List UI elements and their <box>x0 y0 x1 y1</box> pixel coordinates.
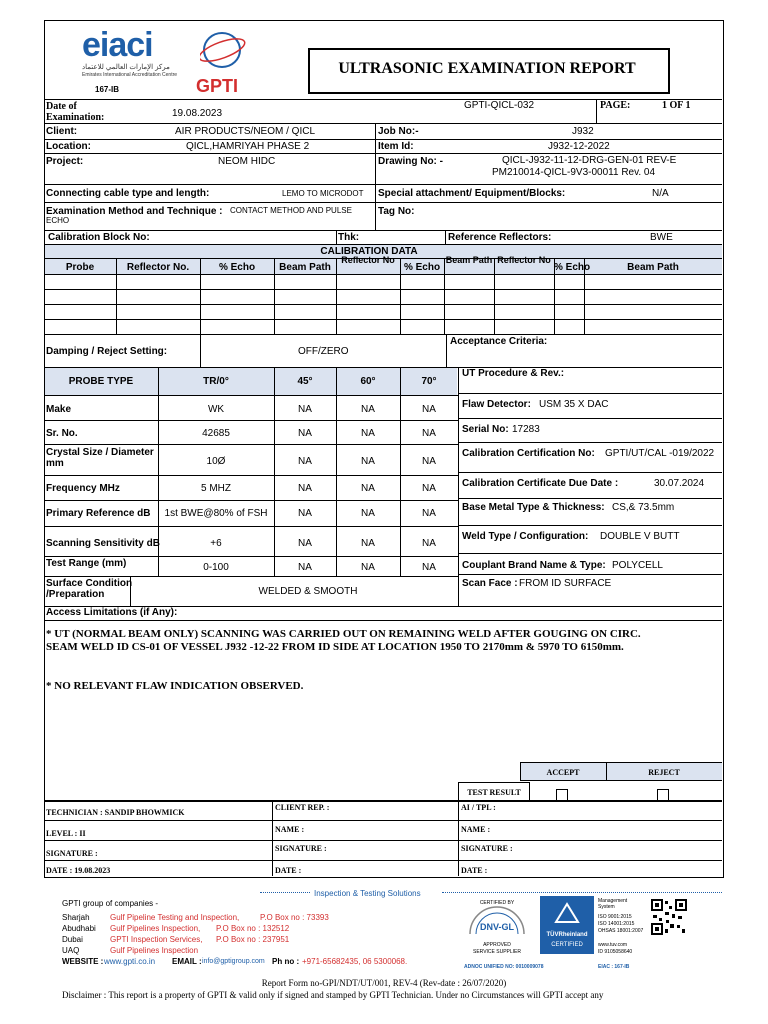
client-label: Client: <box>46 126 78 137</box>
dnv-approved: APPROVED <box>483 942 511 948</box>
company-name: Gulf Pipelines Inspection <box>110 946 199 955</box>
probe-row-label: Make <box>46 404 72 415</box>
job-number-value: J932 <box>572 126 594 137</box>
drawing-value-2: PM210014-QICL-9V3-00011 Rev. 04 <box>492 167 656 178</box>
location-value: QICL,HAMRIYAH PHASE 2 <box>186 141 310 152</box>
test-result-label: TEST RESULT <box>467 788 521 797</box>
page-value: 1 OF 1 <box>662 100 691 111</box>
project-label: Project: <box>46 156 84 167</box>
probe-row-label: Primary Reference dB <box>46 508 151 519</box>
project-value: NEOM HIDC <box>218 156 276 167</box>
method-label: Examination Method and Technique : <box>46 206 223 217</box>
probe-45-header: 45° <box>297 376 313 387</box>
reference-reflectors-label: Reference Reflectors: <box>448 232 552 243</box>
dnv-badge <box>462 896 532 958</box>
accept-header: ACCEPT <box>546 768 580 777</box>
date-value: 19.08.2023 <box>172 108 223 119</box>
tuv-management: Management System <box>598 898 628 910</box>
weld-type-value: DOUBLE V BUTT <box>600 531 680 542</box>
tuv-iso-3: OHSAS 18001:2007 <box>598 928 644 934</box>
surface-condition-value: WELDED & SMOOTH <box>258 586 358 597</box>
special-attachment-label: Special attachment/ Equipment/Blocks: <box>378 188 566 199</box>
probe-cell: NA <box>361 428 375 439</box>
couplant-value: POLYCELL <box>612 560 663 571</box>
probe-70-header: 70° <box>421 376 437 387</box>
weld-type-label: Weld Type / Configuration: <box>462 531 589 542</box>
probe-cell: NA <box>298 428 312 439</box>
ai-tpl-name-label: NAME : <box>461 825 491 834</box>
probe-cell: 10Ø <box>206 456 226 467</box>
company-name: GPTI Inspection Services, <box>110 935 203 944</box>
probe-cell: +6 <box>210 538 222 549</box>
probe-row-label: Crystal Size / Diameter mm <box>46 447 154 469</box>
cal-due-date-label: Calibration Certificate Due Date : <box>462 478 619 489</box>
probe-row-label: Frequency MHz <box>46 483 120 494</box>
probe-tr0-header: TR/0° <box>203 376 229 387</box>
qr-code-icon <box>650 898 688 936</box>
tuv-id: ID 9105058640 <box>598 949 633 955</box>
base-metal-value: CS,& 73.5mm <box>612 502 675 513</box>
cal-col-reflector-2: Reflector No <box>341 256 395 265</box>
reference-reflectors-value: BWE <box>650 232 673 243</box>
drawing-label: Drawing No: - <box>378 156 443 167</box>
disclaimer: Disclaimer : This report is a property of GPTI & valid only if signed and stamped by GPTI Technician. Under no Circumstances will GPTI accept any <box>62 990 604 1000</box>
cal-col-beampath-3: Beam Path <box>627 262 679 273</box>
probe-cell: NA <box>361 538 375 549</box>
tag-number-label: Tag No: <box>378 206 415 217</box>
drawing-value-1: QICL-J932-11-12-DRG-GEN-01 REV-E <box>502 155 677 166</box>
cal-col-reflector: Reflector No. <box>126 262 190 273</box>
dnv-service: SERVICE SUPPLIER <box>473 949 521 955</box>
probe-cell: NA <box>361 508 375 519</box>
probe-cell: NA <box>422 428 436 439</box>
base-metal-label: Base Metal Type & Thickness: <box>462 502 605 513</box>
technician-signature-label: SIGNATURE : <box>46 849 98 858</box>
eiac-logo-text: eiaci <box>82 26 153 64</box>
remark-1-line-1: * UT (NORMAL BEAM ONLY) SCANNING WAS CARRIED OUT ON REMAINING WELD AFTER GOUGING ON CIRC. <box>46 628 641 640</box>
company-po: P.O Box no : 132512 <box>216 924 290 933</box>
eiac-arabic: مركز الإمارات العالمي للاعتماد <box>82 64 170 71</box>
probe-cell: 42685 <box>202 428 230 439</box>
item-id-label: Item Id: <box>378 141 414 152</box>
probe-cell: NA <box>298 456 312 467</box>
probe-cell: WK <box>207 404 225 415</box>
tuv-triangle-icon <box>554 902 580 924</box>
dnv-mark: DNV-GL <box>479 922 514 932</box>
probe-cell: NA <box>422 508 436 519</box>
probe-cell: 5 MHZ <box>201 483 231 494</box>
report-form-number: Report Form no-GPI/NDT/UT/001, REV-4 (Rev-date : 26/07/2020) <box>261 978 507 988</box>
tuv-name: TÜVRheinland <box>546 932 588 938</box>
reject-header: REJECT <box>648 768 680 777</box>
probe-cell: NA <box>422 483 436 494</box>
cal-cert-value: GPTI/UT/CAL -019/2022 <box>605 448 715 459</box>
ai-tpl-signature-label: SIGNATURE : <box>461 844 513 853</box>
access-limitations-label: Access Limitations (if Any): <box>46 607 178 618</box>
probe-type-header: PROBE TYPE <box>68 376 134 387</box>
flaw-detector-label: Flaw Detector: <box>462 399 531 410</box>
report-number: GPTI-QICL-032 <box>464 100 535 111</box>
eiac-footer-number: EIAC : 167-IB <box>598 964 630 970</box>
probe-cell: NA <box>361 404 375 415</box>
website-link[interactable]: www.gpti.co.in <box>104 957 156 966</box>
technician: TECHNICIAN : SANDIP BHOWMICK <box>46 808 185 817</box>
gpti-brand: GPTI <box>196 76 239 96</box>
group-label: GPTI group of companies - <box>62 899 159 908</box>
probe-cell: NA <box>298 483 312 494</box>
item-id-value: J932-12-2022 <box>548 141 610 152</box>
cal-col-beampath-2: Beam Path <box>445 256 493 265</box>
company-po: P.O Box no : 237951 <box>216 935 290 944</box>
location-label: Location: <box>46 141 91 152</box>
probe-60-header: 60° <box>360 376 376 387</box>
website-label: WEBSITE : <box>62 957 104 966</box>
client-rep-name-label: NAME : <box>275 825 305 834</box>
accreditation-number: 167-IB <box>95 85 120 94</box>
eiac-subtitle: Emirates International Accreditation Centre <box>82 72 178 78</box>
remark-2: * NO RELEVANT FLAW INDICATION OBSERVED. <box>46 680 304 692</box>
damping-label: Damping / Reject Setting: <box>46 346 168 357</box>
client-rep-date-label: DATE : <box>275 866 302 875</box>
date-label: Date of Examination: <box>46 101 105 123</box>
probe-cell: 0-100 <box>203 562 229 573</box>
remark-1-line-2: SEAM WELD ID CS-01 OF VESSEL J932 -12-22 FROM ID SIDE AT LOCATION 1950 TO 2170mm & 5970 TO 6150mm. <box>46 641 624 653</box>
probe-cell: NA <box>298 508 312 519</box>
thk-label: Thk: <box>338 232 360 243</box>
probe-cell: NA <box>298 538 312 549</box>
serial-label: Serial No: <box>462 424 509 435</box>
probe-cell: NA <box>361 456 375 467</box>
page-label: PAGE: <box>600 100 631 111</box>
probe-cell: NA <box>422 538 436 549</box>
ut-procedure-label: UT Procedure & Rev.: <box>462 368 565 379</box>
client-rep-label: CLIENT REP. : <box>275 803 330 812</box>
adnoc-number: ADNOC UNIFIED NO: 0010009078 <box>464 964 544 970</box>
scan-face-value: FROM ID SURFACE <box>519 578 612 589</box>
company-name: Gulf Pipelines Inspection, <box>110 924 201 933</box>
company-city: UAQ <box>62 946 80 955</box>
probe-row-label: Test Range (mm) <box>46 558 127 569</box>
special-attachment-value: N/A <box>652 188 669 199</box>
client-value: AIR PRODUCTS/NEOM / QICL <box>175 126 316 137</box>
probe-cell: NA <box>361 483 375 494</box>
probe-row-label: Sr. No. <box>46 428 78 439</box>
company-city: Dubai <box>62 935 83 944</box>
cal-col-echo-3: % Echo <box>554 262 591 273</box>
footer-tagline: Inspection & Testing Solutions <box>314 889 421 898</box>
email-link[interactable]: info@gptigroup.com <box>202 958 265 965</box>
cal-col-probe: Probe <box>65 262 95 273</box>
company-name: Gulf Pipeline Testing and Inspection, <box>110 913 240 922</box>
phone-label: Ph no : <box>272 957 300 966</box>
acceptance-criteria-label: Acceptance Criteria: <box>450 336 548 347</box>
probe-row-label: Scanning Sensitivity dB <box>46 538 160 549</box>
ai-tpl-date-label: DATE : <box>461 866 488 875</box>
client-rep-signature-label: SIGNATURE : <box>275 844 327 853</box>
probe-cell: NA <box>422 562 436 573</box>
company-po: P.O Box no : 73393 <box>260 913 329 922</box>
damping-value: OFF/ZERO <box>298 346 349 357</box>
job-number-label: Job No:- <box>378 126 419 137</box>
probe-cell: 1st BWE@80% of FSH <box>164 508 268 519</box>
tuv-iso-1: ISO 9001:2015 <box>598 914 632 920</box>
company-city: Sharjah <box>62 913 90 922</box>
probe-cell: NA <box>361 562 375 573</box>
cal-cert-label: Calibration Certification No: <box>462 448 595 459</box>
method-value: CONTACT METHOD AND PULSE ECHO <box>46 206 352 225</box>
report-title: ULTRASONIC EXAMINATION REPORT <box>338 60 636 77</box>
cal-col-echo: % Echo <box>218 262 256 273</box>
surface-condition-label: Surface Condition /Preparation <box>46 578 133 600</box>
phone-value: +971-65682435, 06 5300068. <box>302 957 408 966</box>
level: LEVEL : II <box>46 829 86 838</box>
cable-label: Connecting cable type and length: <box>46 188 210 199</box>
cable-value: LEMO TO MICRODOT <box>282 189 364 198</box>
calibration-block-label: Calibration Block No: <box>48 232 150 243</box>
scan-face-label: Scan Face : <box>462 578 518 589</box>
dnv-certified-by: CERTIFIED BY <box>479 900 515 906</box>
serial-value: 17283 <box>512 424 540 435</box>
tuv-iso-2: ISO 14001:2015 <box>598 921 635 927</box>
flaw-detector-value: USM 35 X DAC <box>539 399 609 410</box>
email-label: EMAIL : <box>172 957 202 966</box>
tuv-web: www.tuv.com <box>598 942 628 948</box>
probe-cell: NA <box>298 562 312 573</box>
cal-col-reflector-3: Reflector No <box>497 256 551 265</box>
technician-date: DATE : 19.08.2023 <box>46 866 111 875</box>
probe-cell: NA <box>422 456 436 467</box>
calibration-data-title: CALIBRATION DATA <box>320 246 418 257</box>
cal-col-echo-2: % Echo <box>403 262 441 273</box>
probe-cell: NA <box>298 404 312 415</box>
ai-tpl-label: AI / TPL : <box>461 803 496 812</box>
probe-cell: NA <box>422 404 436 415</box>
tuv-certified: CERTIFIED <box>551 942 583 948</box>
tuv-badge <box>540 896 594 954</box>
company-city: Abudhabi <box>62 924 96 933</box>
cal-due-date-value: 30.07.2024 <box>654 478 705 489</box>
cal-col-beampath: Beam Path <box>279 262 331 273</box>
couplant-label: Couplant Brand Name & Type: <box>462 560 606 571</box>
